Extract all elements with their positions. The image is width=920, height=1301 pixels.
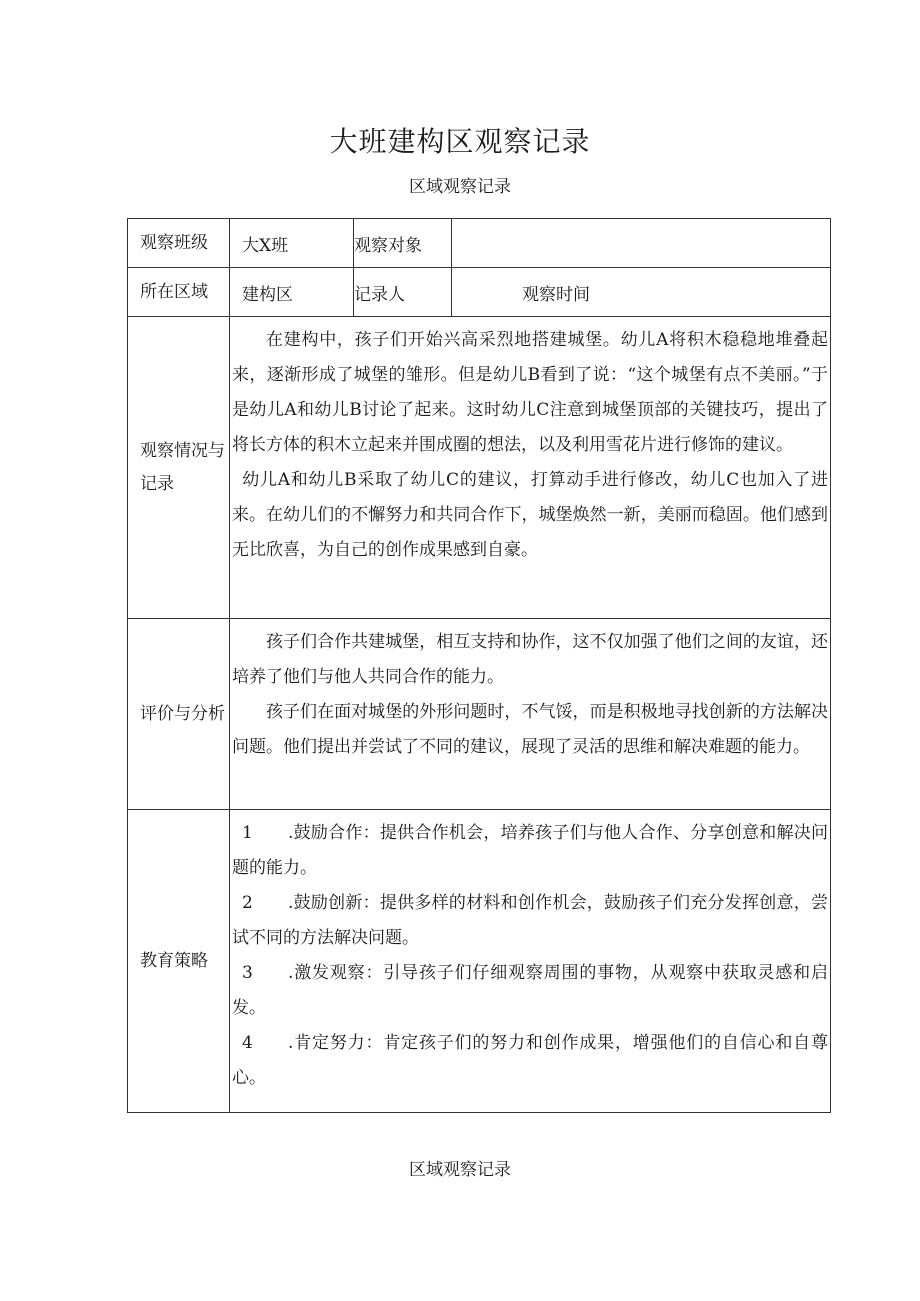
table-row-observation	[128, 317, 831, 619]
page-subtitle: 区域观察记录	[409, 177, 511, 197]
strategy-item	[232, 956, 828, 1026]
strategy-item-text: .鼓励合作：提供合作机会，培养孩子们与他人合作、分享创意和解决问题的能力。	[232, 823, 828, 878]
class-label: 观察班级	[128, 219, 230, 268]
strategy-content	[230, 810, 831, 1113]
table-row-strategy	[128, 810, 831, 1113]
page-footer: 区域观察记录	[409, 1160, 511, 1180]
page-title: 大班建构区观察记录	[329, 125, 591, 158]
strategy-item-text: .激发观察：引导孩子们仔细观察周围的事物，从观察中获取灵感和启发。	[232, 963, 828, 1018]
strategy-item-text: .肯定努力：肯定孩子们的努力和创作成果，增强他们的自信心和自尊心。	[232, 1033, 828, 1088]
subject-label: 观察对象	[354, 219, 452, 268]
observation-paragraph-1: 在建构中，孩子们开始兴高采烈地搭建城堡。幼儿A将积木稳稳地堆叠起来，逐渐形成了城堡的雏形。但是幼儿B看到了说：“这个城堡有点不美丽。”于是幼儿A和幼儿B讨论了起来。这时幼儿C注意到城堡顶部的关键技巧，提出了将长方体的积木立起来并围成圈的想法，以及利用雪花片进行修饰的建议。	[232, 330, 828, 455]
table-row-class	[128, 219, 831, 268]
observation-content	[230, 317, 831, 619]
strategy-item-number: 2	[242, 893, 253, 913]
observation-paragraph-2: 幼儿A和幼儿B采取了幼儿C的建议，打算动手进行修改，幼儿C也加入了进来。在幼儿们的不懈努力和共同合作下，城堡焕然一新，美丽而稳固。他们感到无比欣喜，为自己的创作成果感到自豪。	[232, 470, 828, 560]
evaluation-paragraph-1: 孩子们合作共建城堡，相互支持和协作，这不仅加强了他们之间的友谊，还培养了他们与他人共同合作的能力。	[232, 632, 828, 687]
subject-value	[452, 219, 831, 268]
strategy-item	[232, 1026, 828, 1096]
strategy-item-number: 1	[242, 823, 253, 843]
recorder-label: 记录人	[354, 268, 452, 317]
area-label: 所在区域	[128, 268, 230, 317]
table-row-evaluation	[128, 619, 831, 810]
strategy-item-number: 3	[242, 963, 253, 983]
class-value: 大X班	[230, 219, 354, 268]
evaluation-content	[230, 619, 831, 810]
observation-time-label: 观察时间	[452, 268, 831, 317]
strategy-item-text: .鼓励创新：提供多样的材料和创作机会，鼓励孩子们充分发挥创意，尝试不同的方法解决问题。	[232, 893, 828, 948]
table-row-area	[128, 268, 831, 317]
evaluation-paragraph-2: 孩子们在面对城堡的外形问题时，不气馁，而是积极地寻找创新的方法解决问题。他们提出并尝试了不同的建议，展现了灵活的思维和解决难题的能力。	[232, 702, 828, 757]
observation-table	[127, 218, 831, 1113]
observation-label: 观察情况与记录	[128, 317, 230, 619]
strategy-item-number: 4	[242, 1033, 253, 1053]
strategy-label: 教育策略	[128, 810, 230, 1113]
area-value: 建构区	[230, 268, 354, 317]
strategy-item	[232, 816, 828, 886]
evaluation-label: 评价与分析	[128, 619, 230, 810]
strategy-item	[232, 886, 828, 956]
